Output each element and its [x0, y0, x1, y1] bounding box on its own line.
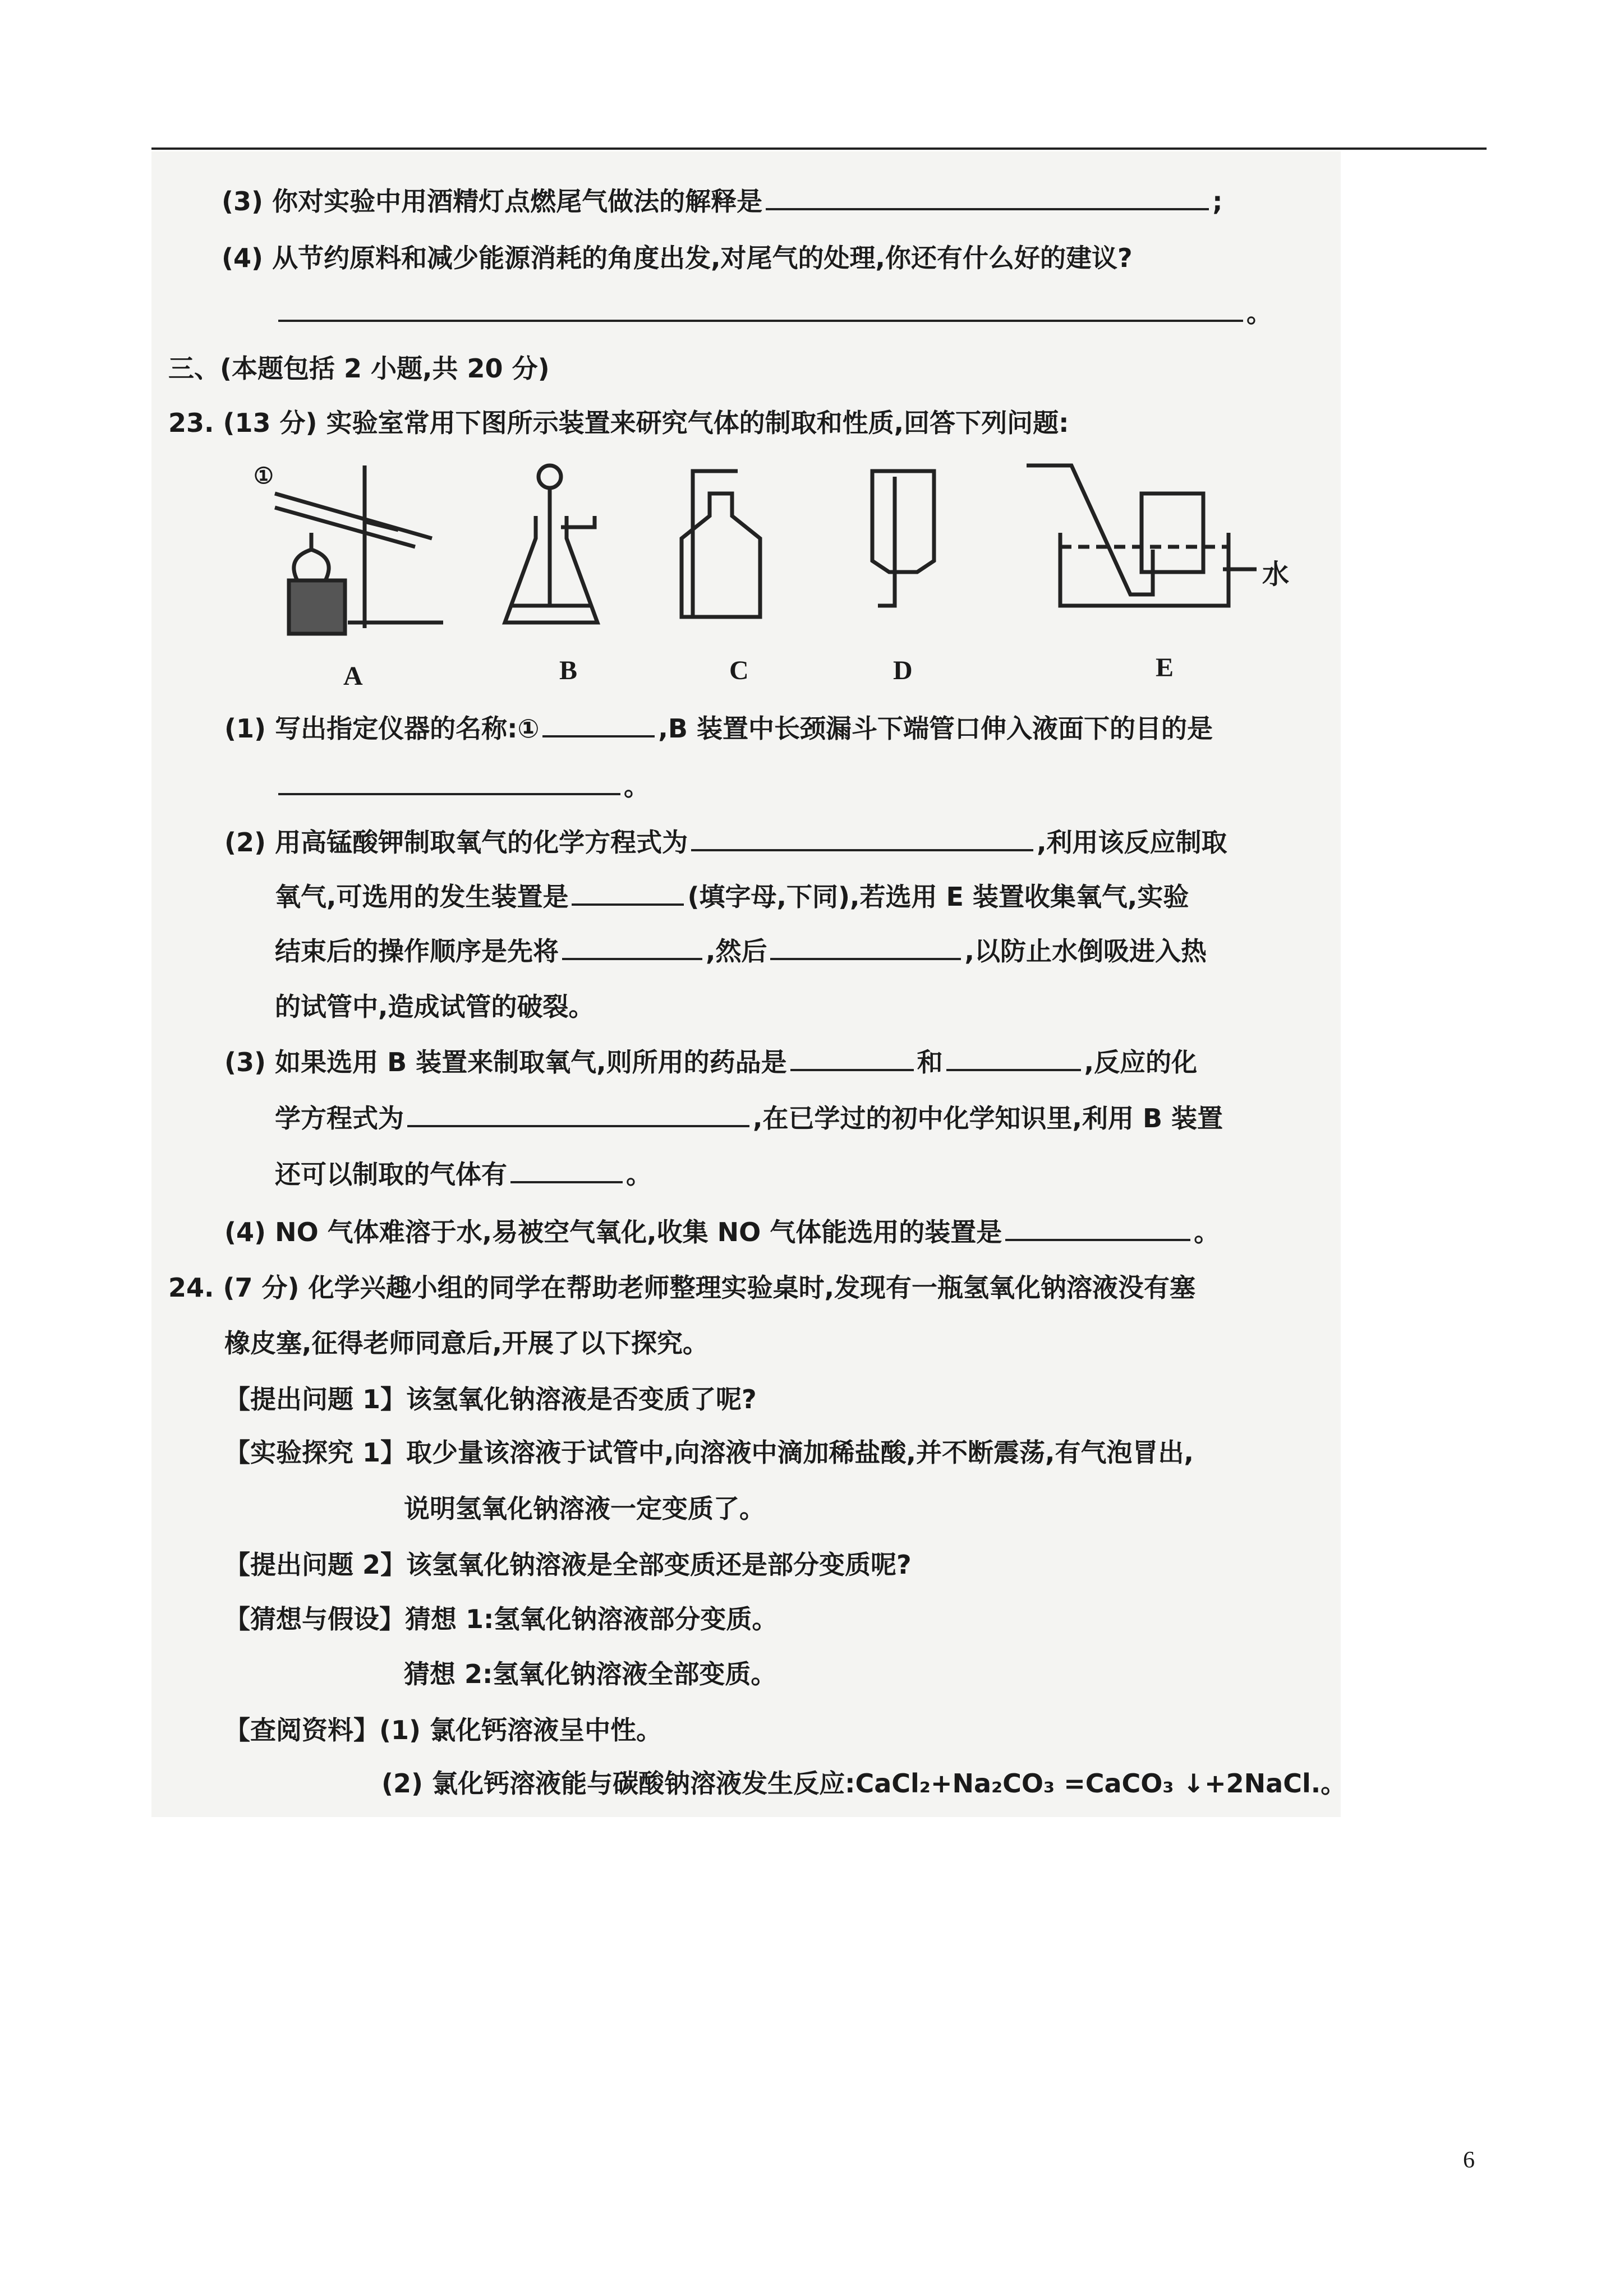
q23-part2-line4: 的试管中,造成试管的破裂。: [275, 992, 595, 1022]
q22-part3: (3) 你对实验中用酒精灯点燃尾气做法的解释是 ;: [222, 183, 1222, 218]
q24-guess2: 猜想 2:氢氧化钠溶液全部变质。: [404, 1659, 777, 1689]
funnel-top: [539, 465, 561, 488]
q24-experiment1-conclusion: 说明氢氧化钠溶液一定变质了。: [404, 1493, 765, 1524]
q23-part3-line1: (3) 如果选用 B 装置来制取氧气,则所用的药品是 和 ,反应的化: [224, 1044, 1197, 1079]
q24-question2: 【提出问题 2】该氢氧化钠溶液是全部变质还是部分变质呢?: [224, 1550, 912, 1580]
q23-part3-line3: 还可以制取的气体有 。: [275, 1156, 652, 1191]
q22-part4-answer: 。: [275, 295, 1272, 330]
delivery-tube-e: [1027, 465, 1153, 594]
q24-question1: 【提出问题 1】该氢氧化钠溶液是否变质了呢?: [224, 1384, 757, 1414]
apparatus-a-block: [289, 580, 345, 634]
q24-intro-line1: 24. (7 分) 化学兴趣小组的同学在帮助老师整理实验桌时,发现有一瓶氢氧化钠溶液没有塞: [168, 1273, 1196, 1303]
apparatus-label-a: A: [343, 661, 363, 691]
alcohol-lamp: [294, 550, 329, 580]
q23-part1: (1) 写出指定仪器的名称:① ,B 装置中长颈漏斗下端管口伸入液面下的目的是: [224, 711, 1213, 745]
q24-reference1: 【查阅资料】(1) 氯化钙溶液呈中性。: [224, 1715, 663, 1745]
q22-part4: (4) 从节约原料和减少能源消耗的角度出发,对尾气的处理,你还有什么好的建议?: [222, 243, 1133, 273]
circle-one-label: ①: [254, 463, 274, 488]
q23-intro: 23. (13 分) 实验室常用下图所示装置来研究气体的制取和性质,回答下列问题:: [168, 408, 1069, 438]
q24-intro-line2: 橡皮塞,征得老师同意后,开展了以下探究。: [224, 1328, 709, 1358]
q23-part4: (4) NO 气体难溶于水,易被空气氧化,收集 NO 气体能选用的装置是 。: [224, 1214, 1220, 1249]
q23-part2-line2: 氧气,可选用的发生装置是 (填字母,下同),若选用 E 装置收集氧气,实验: [275, 879, 1189, 914]
apparatus-label-c: C: [729, 656, 749, 685]
apparatus-label-b: B: [559, 656, 578, 685]
section-heading: 三、(本题包括 2 小题,共 20 分): [168, 353, 550, 384]
tube-d: [878, 477, 895, 606]
q23-part2-line3: 结束后的操作顺序是先将 ,然后 ,以防止水倒吸进入热: [275, 933, 1207, 968]
water-label: 水: [1262, 559, 1290, 590]
page-number: 6: [1463, 2147, 1475, 2173]
q24-reference2: (2) 氯化钙溶液能与碳酸钠溶液发生反应:CaCl₂+Na₂CO₃ =CaCO₃ ↓+2NaCl.。: [381, 1768, 1347, 1799]
q23-part3-line2: 学方程式为 ,在已学过的初中化学知识里,利用 B 装置: [275, 1100, 1223, 1135]
q23-part2-line1: (2) 用高锰酸钾制取氧气的化学方程式为 ,利用该反应制取: [224, 824, 1227, 859]
gas-bottle-d: [872, 471, 934, 572]
q24-experiment1: 【实验探究 1】取少量该溶液于试管中,向溶液中滴加稀盐酸,并不断震荡,有气泡冒出,: [224, 1437, 1194, 1468]
apparatus-label-d: D: [893, 656, 913, 685]
q23-part1-answer: 。: [275, 768, 650, 803]
apparatus-label-e: E: [1156, 653, 1174, 683]
q24-guess1: 【猜想与假设】猜想 1:氢氧化钠溶液部分变质。: [224, 1604, 778, 1634]
